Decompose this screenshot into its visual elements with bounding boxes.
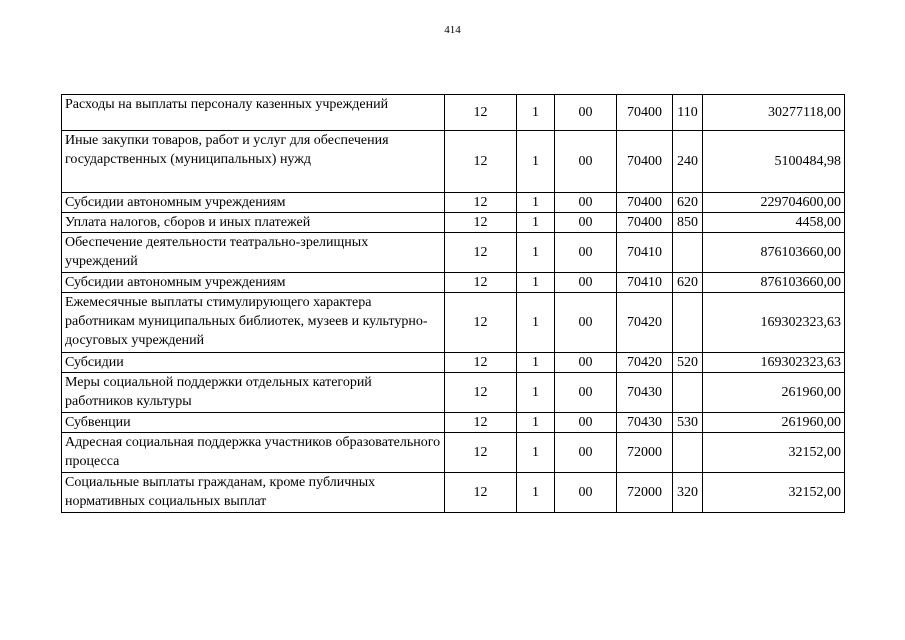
program-code-cell: 00 bbox=[555, 433, 617, 473]
section-code-cell: 12 bbox=[445, 473, 517, 513]
amount-cell: 30277118,00 bbox=[703, 95, 845, 131]
expense-name-cell: Расходы на выплаты персоналу казенных учреждений bbox=[62, 95, 445, 131]
subsection-code-cell: 1 bbox=[517, 373, 555, 413]
table-row bbox=[62, 373, 845, 413]
table-row bbox=[62, 473, 845, 513]
subsection-code-cell: 1 bbox=[517, 193, 555, 213]
section-code-cell: 12 bbox=[445, 293, 517, 353]
amount-cell: 32152,00 bbox=[703, 433, 845, 473]
target-code-cell: 72000 bbox=[617, 433, 673, 473]
program-code-cell: 00 bbox=[555, 353, 617, 373]
program-code-cell: 00 bbox=[555, 193, 617, 213]
expense-type-cell bbox=[673, 293, 703, 353]
section-code-cell: 12 bbox=[445, 433, 517, 473]
table-row bbox=[62, 95, 845, 131]
section-code-cell: 12 bbox=[445, 193, 517, 213]
subsection-code-cell: 1 bbox=[517, 273, 555, 293]
expense-name-cell: Уплата налогов, сборов и иных платежей bbox=[62, 213, 445, 233]
subsection-code-cell: 1 bbox=[517, 433, 555, 473]
expense-type-cell: 520 bbox=[673, 353, 703, 373]
amount-cell: 876103660,00 bbox=[703, 273, 845, 293]
target-code-cell: 70410 bbox=[617, 273, 673, 293]
amount-cell: 169302323,63 bbox=[703, 353, 845, 373]
subsection-code-cell: 1 bbox=[517, 293, 555, 353]
expense-name-cell: Субсидии bbox=[62, 353, 445, 373]
expense-name-cell: Адресная социальная поддержка участников образовательного процесса bbox=[62, 433, 445, 473]
expense-type-cell bbox=[673, 233, 703, 273]
expense-type-cell bbox=[673, 373, 703, 413]
target-code-cell: 70400 bbox=[617, 131, 673, 193]
section-code-cell: 12 bbox=[445, 95, 517, 131]
expense-type-cell: 320 bbox=[673, 473, 703, 513]
expense-name-cell: Ежемесячные выплаты стимулирующего характера работникам муниципальных библиотек, музеев и культурно-досуговых учреждений bbox=[62, 293, 445, 353]
program-code-cell: 00 bbox=[555, 95, 617, 131]
table-row bbox=[62, 293, 845, 353]
amount-cell: 261960,00 bbox=[703, 373, 845, 413]
expense-name-cell: Социальные выплаты гражданам, кроме публичных нормативных социальных выплат bbox=[62, 473, 445, 513]
program-code-cell: 00 bbox=[555, 413, 617, 433]
section-code-cell: 12 bbox=[445, 373, 517, 413]
section-code-cell: 12 bbox=[445, 353, 517, 373]
budget-table bbox=[61, 94, 845, 513]
section-code-cell: 12 bbox=[445, 273, 517, 293]
expense-name-cell: Субсидии автономным учреждениям bbox=[62, 193, 445, 213]
program-code-cell: 00 bbox=[555, 213, 617, 233]
subsection-code-cell: 1 bbox=[517, 473, 555, 513]
amount-cell: 229704600,00 bbox=[703, 193, 845, 213]
amount-cell: 4458,00 bbox=[703, 213, 845, 233]
target-code-cell: 70400 bbox=[617, 213, 673, 233]
target-code-cell: 70420 bbox=[617, 353, 673, 373]
subsection-code-cell: 1 bbox=[517, 413, 555, 433]
page-number: 414 bbox=[444, 24, 461, 36]
program-code-cell: 00 bbox=[555, 233, 617, 273]
table-row bbox=[62, 273, 845, 293]
table-row bbox=[62, 433, 845, 473]
table-row bbox=[62, 353, 845, 373]
program-code-cell: 00 bbox=[555, 293, 617, 353]
expense-type-cell: 620 bbox=[673, 193, 703, 213]
amount-cell: 32152,00 bbox=[703, 473, 845, 513]
section-code-cell: 12 bbox=[445, 413, 517, 433]
expense-type-cell: 110 bbox=[673, 95, 703, 131]
expense-type-cell: 850 bbox=[673, 213, 703, 233]
expense-type-cell: 530 bbox=[673, 413, 703, 433]
expense-name-cell: Меры социальной поддержки отдельных категорий работников культуры bbox=[62, 373, 445, 413]
budget-table-body bbox=[62, 95, 845, 513]
subsection-code-cell: 1 bbox=[517, 353, 555, 373]
target-code-cell: 70430 bbox=[617, 413, 673, 433]
expense-type-cell bbox=[673, 433, 703, 473]
program-code-cell: 00 bbox=[555, 273, 617, 293]
subsection-code-cell: 1 bbox=[517, 233, 555, 273]
program-code-cell: 00 bbox=[555, 473, 617, 513]
section-code-cell: 12 bbox=[445, 131, 517, 193]
expense-name-cell: Субвенции bbox=[62, 413, 445, 433]
subsection-code-cell: 1 bbox=[517, 95, 555, 131]
table-row bbox=[62, 233, 845, 273]
expense-name-cell: Субсидии автономным учреждениям bbox=[62, 273, 445, 293]
section-code-cell: 12 bbox=[445, 233, 517, 273]
table-row bbox=[62, 413, 845, 433]
target-code-cell: 70430 bbox=[617, 373, 673, 413]
expense-name-cell: Иные закупки товаров, работ и услуг для обеспечения государственных (муниципальных) нужд bbox=[62, 131, 445, 193]
table-row bbox=[62, 213, 845, 233]
target-code-cell: 70410 bbox=[617, 233, 673, 273]
target-code-cell: 70420 bbox=[617, 293, 673, 353]
amount-cell: 876103660,00 bbox=[703, 233, 845, 273]
program-code-cell: 00 bbox=[555, 131, 617, 193]
subsection-code-cell: 1 bbox=[517, 131, 555, 193]
amount-cell: 169302323,63 bbox=[703, 293, 845, 353]
amount-cell: 5100484,98 bbox=[703, 131, 845, 193]
section-code-cell: 12 bbox=[445, 213, 517, 233]
target-code-cell: 72000 bbox=[617, 473, 673, 513]
program-code-cell: 00 bbox=[555, 373, 617, 413]
subsection-code-cell: 1 bbox=[517, 213, 555, 233]
expense-name-cell: Обеспечение деятельности театрально-зрелищных учреждений bbox=[62, 233, 445, 273]
table-row bbox=[62, 131, 845, 193]
amount-cell: 261960,00 bbox=[703, 413, 845, 433]
target-code-cell: 70400 bbox=[617, 193, 673, 213]
expense-type-cell: 240 bbox=[673, 131, 703, 193]
target-code-cell: 70400 bbox=[617, 95, 673, 131]
expense-type-cell: 620 bbox=[673, 273, 703, 293]
table-row bbox=[62, 193, 845, 213]
